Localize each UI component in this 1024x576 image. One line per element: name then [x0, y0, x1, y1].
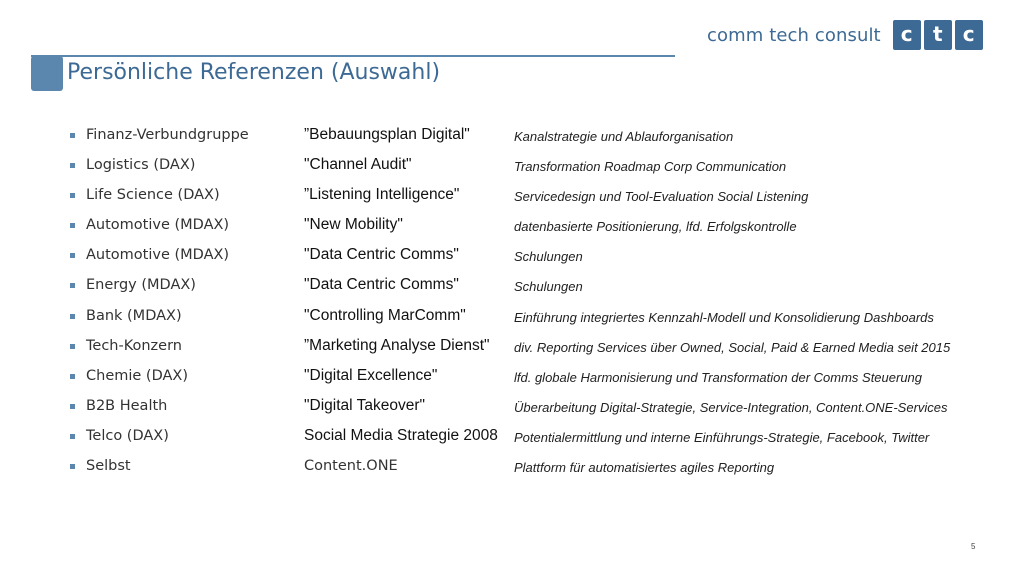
reference-sector: Tech-Konzern [86, 337, 182, 354]
reference-description: Kanalstrategie und Ablauforganisation [514, 129, 734, 144]
reference-row [70, 183, 990, 213]
reference-row [70, 123, 990, 153]
reference-sector: Automotive (MDAX) [86, 247, 230, 264]
reference-sector: B2B Health [86, 397, 168, 414]
reference-description: Einführung integriertes Kennzahl-Modell und Konsolidierung Dashboards [514, 309, 934, 325]
bullet-square-icon [70, 223, 75, 228]
reference-description: Plattform für automatisiertes agiles Reporting [514, 460, 775, 476]
bullet-square-icon [70, 314, 75, 319]
title-underline [31, 55, 675, 57]
reference-sector: Telco (DAX) [86, 427, 169, 444]
reference-project: "Channel Audit" [304, 156, 412, 174]
bullet-square-icon [70, 253, 75, 258]
reference-row [70, 273, 990, 303]
title-accent-block [31, 56, 63, 91]
reference-description: datenbasierte Positionierung, lfd. Erfolgskontrolle [514, 219, 797, 235]
reference-project: "Controlling MarComm" [304, 306, 466, 324]
reference-row [70, 304, 990, 334]
reference-description: Schulungen [514, 279, 583, 295]
reference-project: Content.ONE [304, 458, 398, 475]
reference-sector: Selbst [86, 458, 131, 475]
reference-row [70, 364, 990, 394]
bullet-square-icon [70, 163, 75, 168]
reference-project: Social Media Strategie 2008 [304, 426, 498, 444]
brand-logo [707, 19, 983, 51]
reference-project: ”Listening Intelligence" [304, 186, 460, 204]
references-list [70, 123, 990, 480]
bullet-square-icon [70, 374, 75, 379]
reference-sector: Chemie (DAX) [86, 367, 188, 384]
bullet-square-icon [70, 193, 75, 198]
reference-row [70, 394, 990, 424]
reference-sector: Logistics (DAX) [86, 157, 196, 174]
bullet-square-icon [70, 344, 75, 349]
bullet-square-icon [70, 133, 75, 138]
brand-letter-c1: c [893, 20, 921, 50]
reference-sector: Life Science (DAX) [86, 187, 220, 204]
reference-row [70, 454, 990, 480]
bullet-square-icon [70, 404, 75, 409]
brand-name: comm tech consult [707, 24, 881, 46]
reference-row [70, 213, 990, 243]
reference-project: "Data Centric Comms" [304, 246, 459, 264]
bullet-square-icon [70, 434, 75, 439]
reference-sector: Finanz-Verbundgruppe [86, 127, 249, 143]
reference-project: "Digital Excellence" [304, 366, 438, 384]
reference-description: div. Reporting Services über Owned, Social, Paid & Earned Media seit 2015 [514, 339, 951, 355]
reference-sector: Bank (MDAX) [86, 307, 182, 324]
bullet-square-icon [70, 464, 75, 469]
brand-letter-boxes [893, 20, 983, 50]
brand-letter-c2: c [955, 20, 983, 50]
reference-description: lfd. globale Harmonisierung und Transformation der Comms Steuerung [514, 369, 923, 385]
page-number: 5 [971, 542, 976, 551]
reference-row [70, 153, 990, 183]
reference-project: "Digital Takeover" [304, 396, 425, 414]
reference-description: Potentialermittlung und interne Einführungs-Strategie, Facebook, Twitter [514, 429, 930, 445]
reference-description: Servicedesign und Tool-Evaluation Social Listening [514, 189, 809, 205]
reference-row [70, 243, 990, 273]
reference-sector: Energy (MDAX) [86, 277, 196, 294]
page-title: Persönliche Referenzen (Auswahl) [67, 60, 441, 85]
reference-description: Schulungen [514, 249, 583, 265]
reference-project: "New Mobility" [304, 216, 403, 234]
bullet-square-icon [70, 283, 75, 288]
reference-project: ”Bebauungsplan Digital" [304, 126, 470, 143]
reference-row [70, 334, 990, 364]
reference-sector: Automotive (MDAX) [86, 217, 230, 234]
reference-description: Überarbeitung Digital-Strategie, Service-Integration, Content.ONE-Services [514, 399, 948, 415]
reference-project: ”Marketing Analyse Dienst" [304, 336, 490, 354]
reference-description: Transformation Roadmap Corp Communication [514, 159, 787, 175]
reference-row [70, 424, 990, 454]
reference-project: "Data Centric Comms" [304, 276, 459, 294]
brand-letter-t: t [924, 20, 952, 50]
